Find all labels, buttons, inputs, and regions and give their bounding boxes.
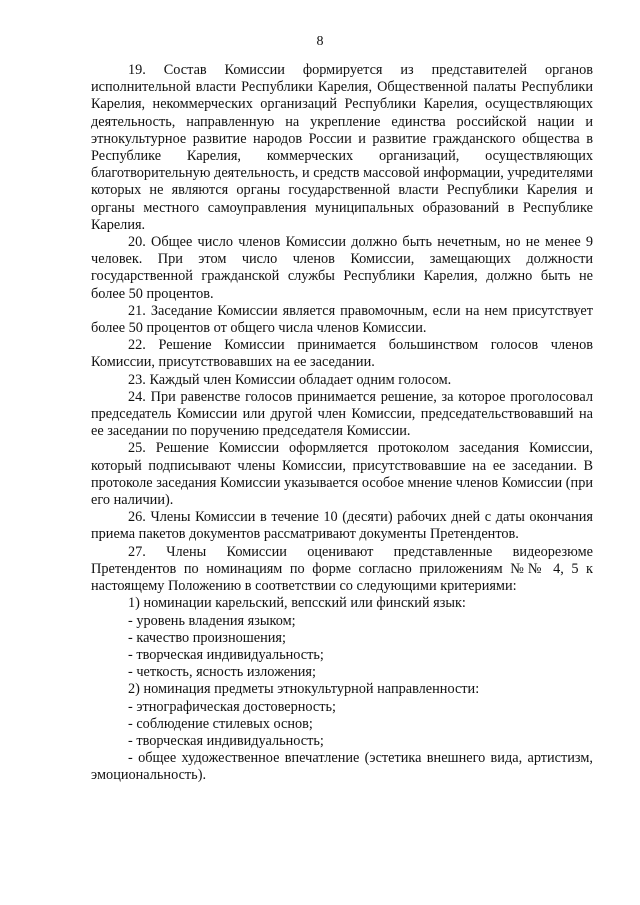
paragraph-23: 23. Каждый член Комиссии обладает одним голосом. bbox=[128, 371, 452, 388]
paragraph-20: 20. Общее число членов Комиссии должно быть нечетным, но не менее 9 человек. При этом число членов Комиссии, замещающих должности государственной гражданской службы Республики Карелия, должно быть не более 50 процентов. bbox=[91, 234, 593, 302]
criteria-item: - соблюдение стилевых основ; bbox=[128, 715, 313, 732]
paragraph-22: 22. Решение Комиссии принимается большинством голосов членов Комиссии, присутствовавших на ее заседании. bbox=[91, 337, 593, 371]
paragraph-27: 27. Члены Комиссии оценивают представленные видеорезюме Претендентов по номинациям по форме согласно приложениям №№ 4, 5 к настоящему Положению в соответствии со следующими критериями: bbox=[91, 543, 593, 595]
paragraph-19: 19. Состав Комиссии формируется из представителей органов исполнительной власти Республики Карелия, Общественной палаты Республики Карелия, некоммерческих организаций Республики Карелия, осуществляющих деятельность, направленную на укрепление единства российской нации и этнокультурное развитие народов России и развитие гражданского общества в Республике Карелия, коммерческих организаций, осуществляющих благотворительную деятельность, и средств массовой информации, учредителями которых не являются органы государственной власти Республики Карелия и органы местного самоуправления муниципальных образований в Республике Карелия. bbox=[91, 62, 593, 233]
criteria-item: - этнографическая достоверность; bbox=[128, 698, 336, 715]
paragraph-25: 25. Решение Комиссии оформляется протоколом заседания Комиссии, который подписывают члены Комиссии, присутствовавшие на ее заседании. В протоколе заседания Комиссии указывается особое мнение членов Комиссии (при его наличии). bbox=[91, 440, 593, 509]
page-number: 8 bbox=[316, 34, 324, 49]
criteria-item: - творческая индивидуальность; bbox=[128, 646, 324, 663]
document-body bbox=[91, 62, 593, 785]
criteria-group-1-title: 1) номинации карельский, вепсский или финский язык: bbox=[128, 595, 466, 612]
criteria-item: - качество произношения; bbox=[128, 629, 286, 646]
criteria-item: - общее художественное впечатление (эстетика внешнего вида, артистизм, эмоциональность). bbox=[91, 750, 593, 784]
criteria-item: - четкость, ясность изложения; bbox=[128, 664, 316, 681]
criteria-item: - уровень владения языком; bbox=[128, 612, 296, 629]
criteria-group-2-title: 2) номинация предметы этнокультурной направленности: bbox=[128, 681, 480, 698]
criteria-item: - творческая индивидуальность; bbox=[128, 732, 324, 749]
paragraph-26: 26. Члены Комиссии в течение 10 (десяти) рабочих дней с даты окончания приема пакетов документов рассматривают документы Претендентов. bbox=[91, 509, 593, 543]
paragraph-21: 21. Заседание Комиссии является правомочным, если на нем присутствует более 50 процентов от общего числа членов Комиссии. bbox=[91, 302, 593, 337]
paragraph-24: 24. При равенстве голосов принимается решение, за которое проголосовал председатель Комиссии или другой член Комиссии, председательствовавший на ее заседании по поручению председателя Комиссии. bbox=[91, 388, 593, 440]
